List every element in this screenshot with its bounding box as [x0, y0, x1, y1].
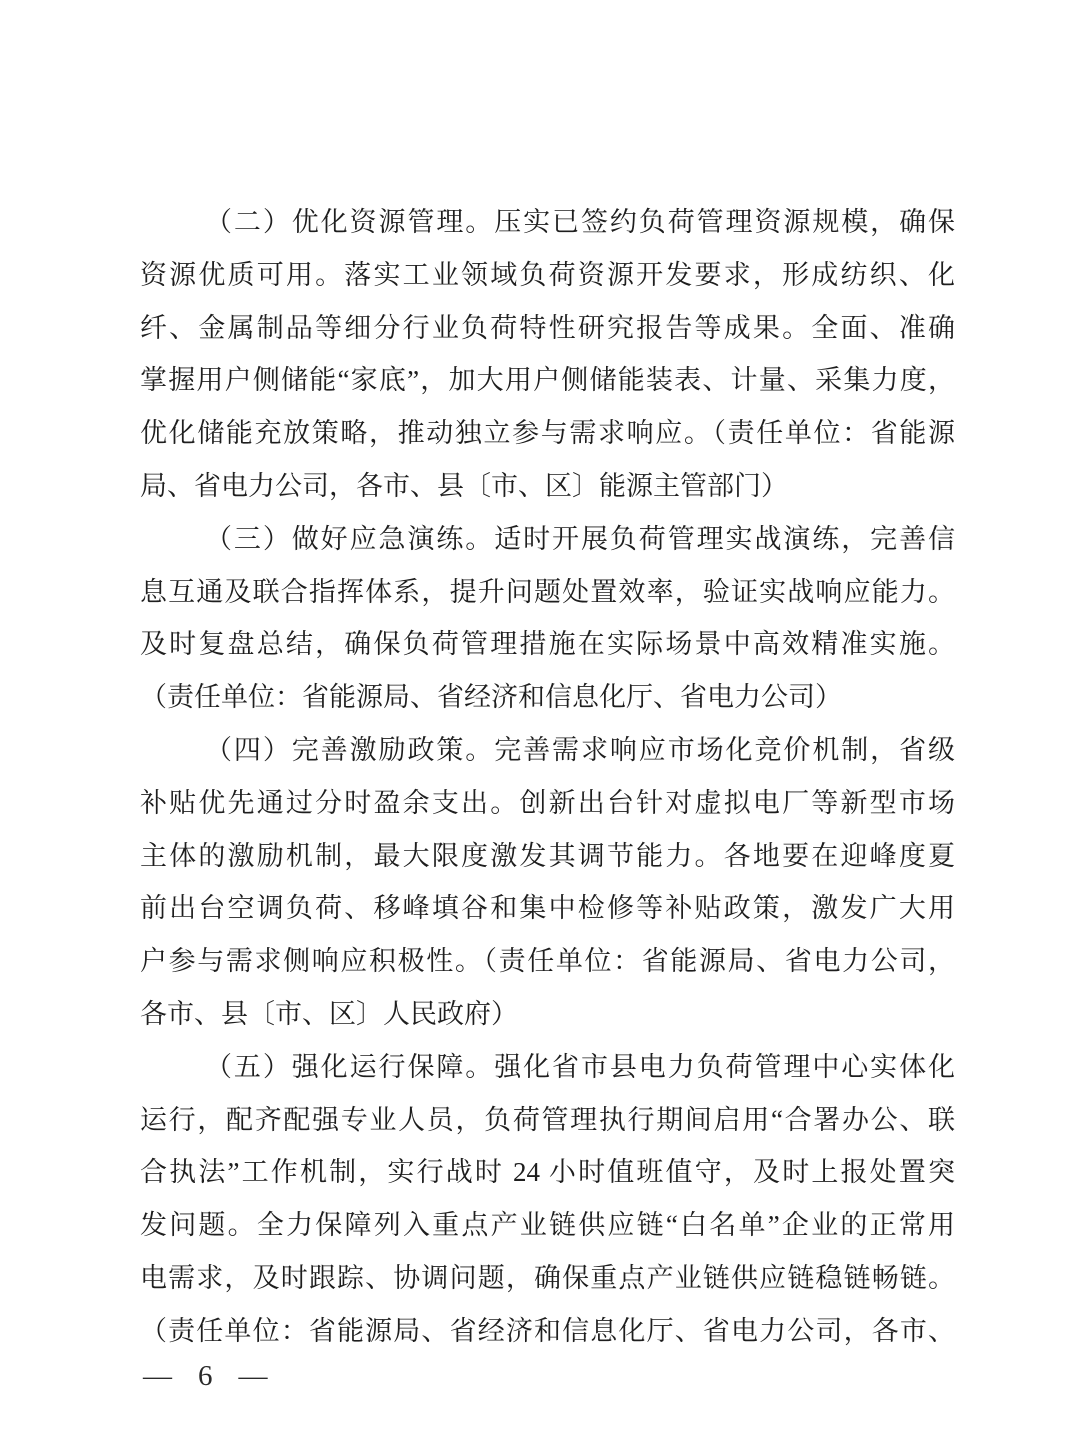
text-line: 前出台空调负荷、移峰填谷和集中检修等补贴政策，激发广大用 [140, 893, 955, 924]
text-line: 发问题。全力保障列入重点产业链供应链“白名单”企业的正常用 [140, 1210, 955, 1241]
text-line: 息互通及联合指挥体系，提升问题处置效率，验证实战响应能力。 [140, 576, 955, 607]
text-line: 纤、金属制品等细分行业负荷特性研究报告等成果。全面、准确 [140, 312, 955, 343]
text-line: 电需求，及时跟踪、协调问题，确保重点产业链供应链稳链畅链。 [140, 1262, 955, 1293]
text-line: 户参与需求侧响应积极性。（责任单位：省能源局、省电力公司， [140, 946, 955, 977]
text-line: 局、省电力公司，各市、县〔市、区〕能源主管部门） [140, 470, 788, 501]
text-line: 及时复盘总结，确保负荷管理措施在实际场景中高效精准实施。 [140, 629, 955, 660]
text-line: （二）优化资源管理。压实已签约负荷管理资源规模，确保 [205, 207, 955, 237]
text-line: 补贴优先通过分时盈余支出。创新出台针对虚拟电厂等新型市场 [140, 787, 955, 818]
text-line: （责任单位：省能源局、省经济和信息化厅、省电力公司，各市、 [140, 1315, 955, 1346]
text-line: （责任单位：省能源局、省经济和信息化厅、省电力公司） [140, 682, 842, 713]
text-line: 运行，配齐配强专业人员，负荷管理执行期间启用“合署办公、联 [140, 1104, 955, 1135]
text-line: （四）完善激励政策。完善需求响应市场化竞价机制，省级 [205, 734, 955, 765]
page-number [143, 1356, 268, 1396]
paragraph-section-5 [140, 1041, 955, 1358]
text-line: （五）强化运行保障。强化省市县电力负荷管理中心实体化 [205, 1051, 955, 1082]
text-line: 优化储能充放策略，推动独立参与需求响应。（责任单位：省能源 [140, 418, 955, 449]
page-number-value: 6 [198, 1360, 213, 1392]
page-number-left-dash: — [143, 1360, 172, 1392]
text-line: （三）做好应急演练。适时开展负荷管理实战演练，完善信 [205, 523, 955, 554]
text-line: 资源优质可用。落实工业领域负荷资源开发要求，形成纺织、化 [140, 259, 955, 290]
page-number-right-dash: — [238, 1360, 268, 1392]
document-body [140, 196, 955, 1358]
text-line: 各市、县〔市、区〕人民政府） [140, 998, 518, 1029]
paragraph-section-4 [140, 724, 955, 1041]
paragraph-section-2 [140, 196, 955, 513]
text-line: 合执法”工作机制，实行战时 24 小时值班值守，及时上报处置突 [140, 1157, 955, 1188]
text-line: 掌握用户侧储能“家底”，加大用户侧储能装表、计量、采集力度， [140, 365, 955, 396]
text-line: 主体的激励机制，最大限度激发其调节能力。各地要在迎峰度夏 [140, 840, 955, 871]
paragraph-section-3 [140, 513, 955, 724]
